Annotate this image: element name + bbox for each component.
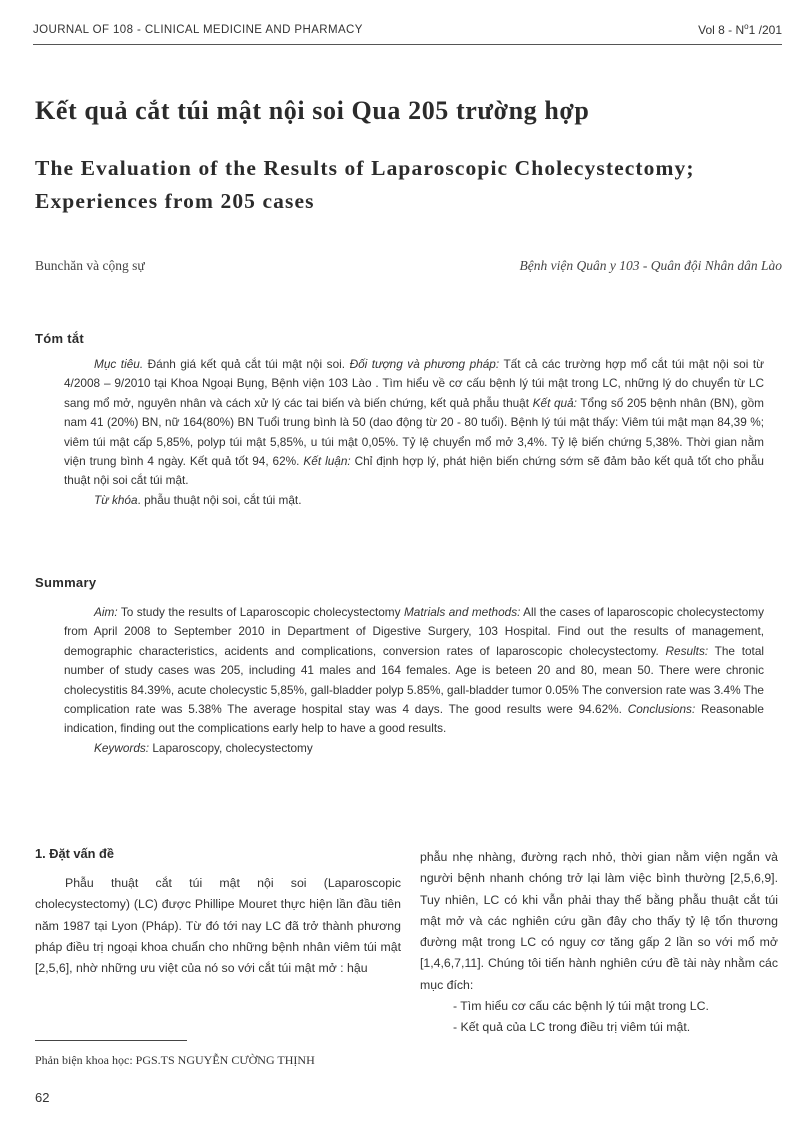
footnote-reviewer: Phản biện khoa học: PGS.TS NGUYỄN CƯỜNG THỊNH [35, 1053, 315, 1067]
left-column [35, 873, 401, 979]
summary-heading: Summary [35, 575, 97, 590]
tomtat-heading: Tóm tắt [35, 331, 85, 346]
section-1-right-paragraph: phẫu nhẹ nhàng, đường rạch nhỏ, thời gian nằm viện ngắn và người bệnh nhanh chóng trở lại làm việc bình thường [2,5,6,9]. Tuy nhiên, LC có khi vẫn phải thay thế bằng phẫu thuật cắt túi mật mở và các nghiên cứu gần đây cho thấy tỷ lệ tổn thương đường mật trong LC có nguy cơ tăng gấp 2 lần so với mổ mở [1,4,6,7,11]. Chúng tôi tiến hành nghiên cứu đề tài này nhằm các mục đích: [420, 850, 778, 992]
tomtat-body: Mục tiêu. Đánh giá kết quả cắt túi mật nội soi. Đối tượng và phương pháp: Tất cả các trường hợp mổ cắt túi mật nội soi từ 4/2008 – 9/2010 tại Khoa Ngoại Bụng, Bệnh viện 103 Lào . Tìm hiểu về cơ cấu bệnh lý túi mật trong LC, những lý do chuyển từ LC sang mổ mở, nguyên nhân và cách xử lý các tai biến và biến chứng, kết quả phẫu thuật Kết quả: Tổng số 205 bệnh nhân (BN), gồm nam 41 (20%) BN, nữ 164(80%) BN Tuổi trung bình là 50 (dao động từ 20 - 80 tuổi). Bệnh lý túi mật thấy: Viêm túi mật mạn 84,39 %; viêm túi mật cấp 5,85%, polyp túi mật 5,85%, u túi mật 0,05%. Tỷ lệ chuyển mổ mở 3,4%. Tỷ lệ biến chứng 5,38%. Thời gian nằm viện trung bình 4 ngày. Kết quả tốt 94, 62%. Kết luận: Chỉ định hợp lý, phát hiện biến chứng sớm sẽ đảm bảo kết quả tốt cho phẫu thuật nội soi cắt túi mật. [64, 357, 765, 488]
summary-body: Aim: To study the results of Laparoscopic cholecystectomy Matrials and methods: All the cases of laparoscopic cholecystectomy from April 2008 to September 2010 in Department of Digestive Surgery, 103 Hospital. Find out the results of management, demographic characteristics, acidents and complications, conversion rates of laparoscopic cholecystectomy. Results: The total number of study cases was 205, including 41 males and 164 females. Age is beteen 20 and 80, mean 50. There were chronic cholecystitis 84.39%, acute cholecystic 5,85%, gall-bladder polyp 5.85%, gall-bladder tumor 0.05% The conversion rate was 3.4% The complication rate was 5.38% The average hospital stay was 4 days. The good results were 94.62%. Conclusions: Reasonable indication, finding out the complications early help to have a good results. [64, 605, 765, 736]
section-1-heading: 1. Đặt vấn đề [35, 846, 114, 861]
title-vietnamese: Kết quả cắt túi mật nội soi Qua 205 trường hợp [35, 96, 590, 125]
journal-name: JOURNAL OF 108 - CLINICAL MEDICINE AND PHARMACY [33, 24, 363, 36]
page-number: 62 [35, 1090, 50, 1105]
summary-keywords: Keywords: Laparoscopy, cholecystectomy [94, 740, 313, 755]
section-1-left-paragraph: Phẫu thuật cắt túi mật nội soi (Laparoscopic cholecystectomy) (LC) được Phillipe Mouret thực hiện lần đầu tiên năm 1987 tại Lyon (Pháp). Từ đó tới nay LC đã trở thành phương pháp điều trị ngoại khoa chuẩn cho những bệnh nhân viêm túi mật [2,5,6], nhờ những ưu việt của nó so với cắt túi mật mở : hậu [35, 876, 401, 976]
tomtat-keywords: Từ khóa. phẫu thuật nội soi, cắt túi mật. [94, 492, 302, 507]
title-english: The Evaluation of the Results of Laparoscopic Cholecystectomy; Experiences from 205 cases [35, 156, 695, 213]
footnote-rule [35, 1040, 187, 1041]
authors: Bunchăn và cộng sự [35, 258, 145, 273]
volume-info: Vol $8 - N^o1$ /201 [698, 22, 782, 37]
header-rule [33, 44, 782, 45]
summary-abstract [64, 603, 764, 758]
right-column [420, 847, 778, 1039]
affiliation: Bệnh viện Quân y 103 - Quân đội Nhân dân Lào [519, 258, 782, 273]
bullet-item: - Kết quả của LC trong điều trị viêm túi mật. [453, 1020, 691, 1035]
bullet-item: - Tìm hiểu cơ cấu các bệnh lý túi mật trong LC. [453, 999, 709, 1014]
tomtat-abstract [64, 355, 764, 510]
